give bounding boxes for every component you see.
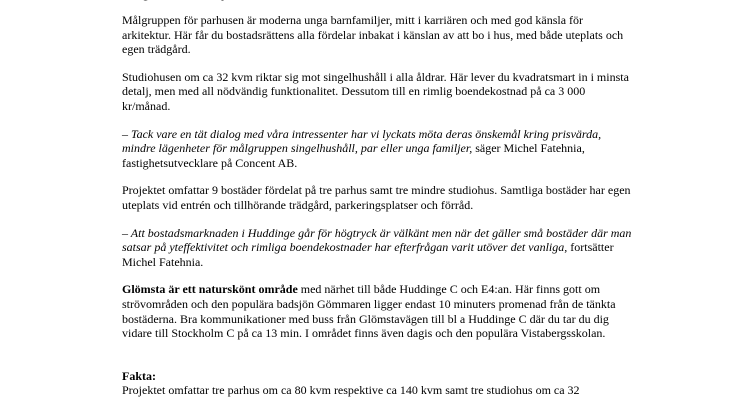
fakta-heading: Fakta: <box>122 368 156 383</box>
paragraph-studio-houses: Studiohusen om ca 32 kvm riktar sig mot singelhushåll i alla åldrar. Här lever du kvadratsmart in i minsta detalj, men med all nödvändig funktionalitet. Dessutom till en rimlig boendekostnad på ca 3 000 kr/månad. <box>122 69 629 113</box>
glomsta-lead-heading: Glömsta är ett naturskönt område <box>122 282 298 297</box>
quote-dialog <box>122 127 634 171</box>
quote-dialog-text: – Tack vare en tät dialog med våra intressenter har vi lyckats möta deras önskemål kring prisvärda, mindre lägenheter för målgruppen singelhushåll, par eller unga familjer, <box>122 126 602 156</box>
quote-housing-market-text: – Att bostadsmarknaden i Huddinge går för högtryck är välkänt men när det gäller små bostäder där man satsar på yteffektivitet och rimliga boendekostnader har efterfrågan varit utöver det vanliga, <box>122 225 632 255</box>
quote-housing-market <box>122 226 634 270</box>
quote-dialog-attribution: säger Michel Fatehnia, fastighetsutvecklare på Concent AB. <box>122 141 585 170</box>
quote-housing-market-attribution: fortsätter Michel Fatehnia. <box>122 240 614 269</box>
glomsta-body-text: med närhet till både Huddinge C och E4:an. Här finns gott om strövområden och den populära badsjön Gömmaren ligger endast 10 minuters promenad från de tänkta bostäderna. Bra kommunikationer med buss från Glömstavägen till bl a Huddinge C där du tar du dig vidare till Stockholm C på ca 13 min. I området finns även dagis och den populära Vistabergsskolan. <box>122 282 616 341</box>
fakta-text: Projektet omfattar tre parhus om ca 80 kvm respektive ca 140 kvm samt tre studiohus om ca 32 <box>122 383 580 398</box>
cut-off-line <box>122 0 634 1</box>
paragraph-project-scope: Projektet omfattar 9 bostäder fördelat på tre parhus samt tre mindre studiohus. Samtliga bostäder har egen uteplats vid entrén och tillhörande trädgård, parkeringsplatser och förråd. <box>122 183 631 212</box>
paragraph-target-group: Målgruppen för parhusen är moderna unga barnfamiljer, mitt i karriären och med god känsla för arkitektur. Här får du bostadsrättens alla fördelar inbakat i känslan av att bo i hus, med både uteplats och egen trädgård. <box>122 13 624 57</box>
document-page <box>122 0 634 411</box>
paragraph-glomsta-area <box>122 282 634 340</box>
